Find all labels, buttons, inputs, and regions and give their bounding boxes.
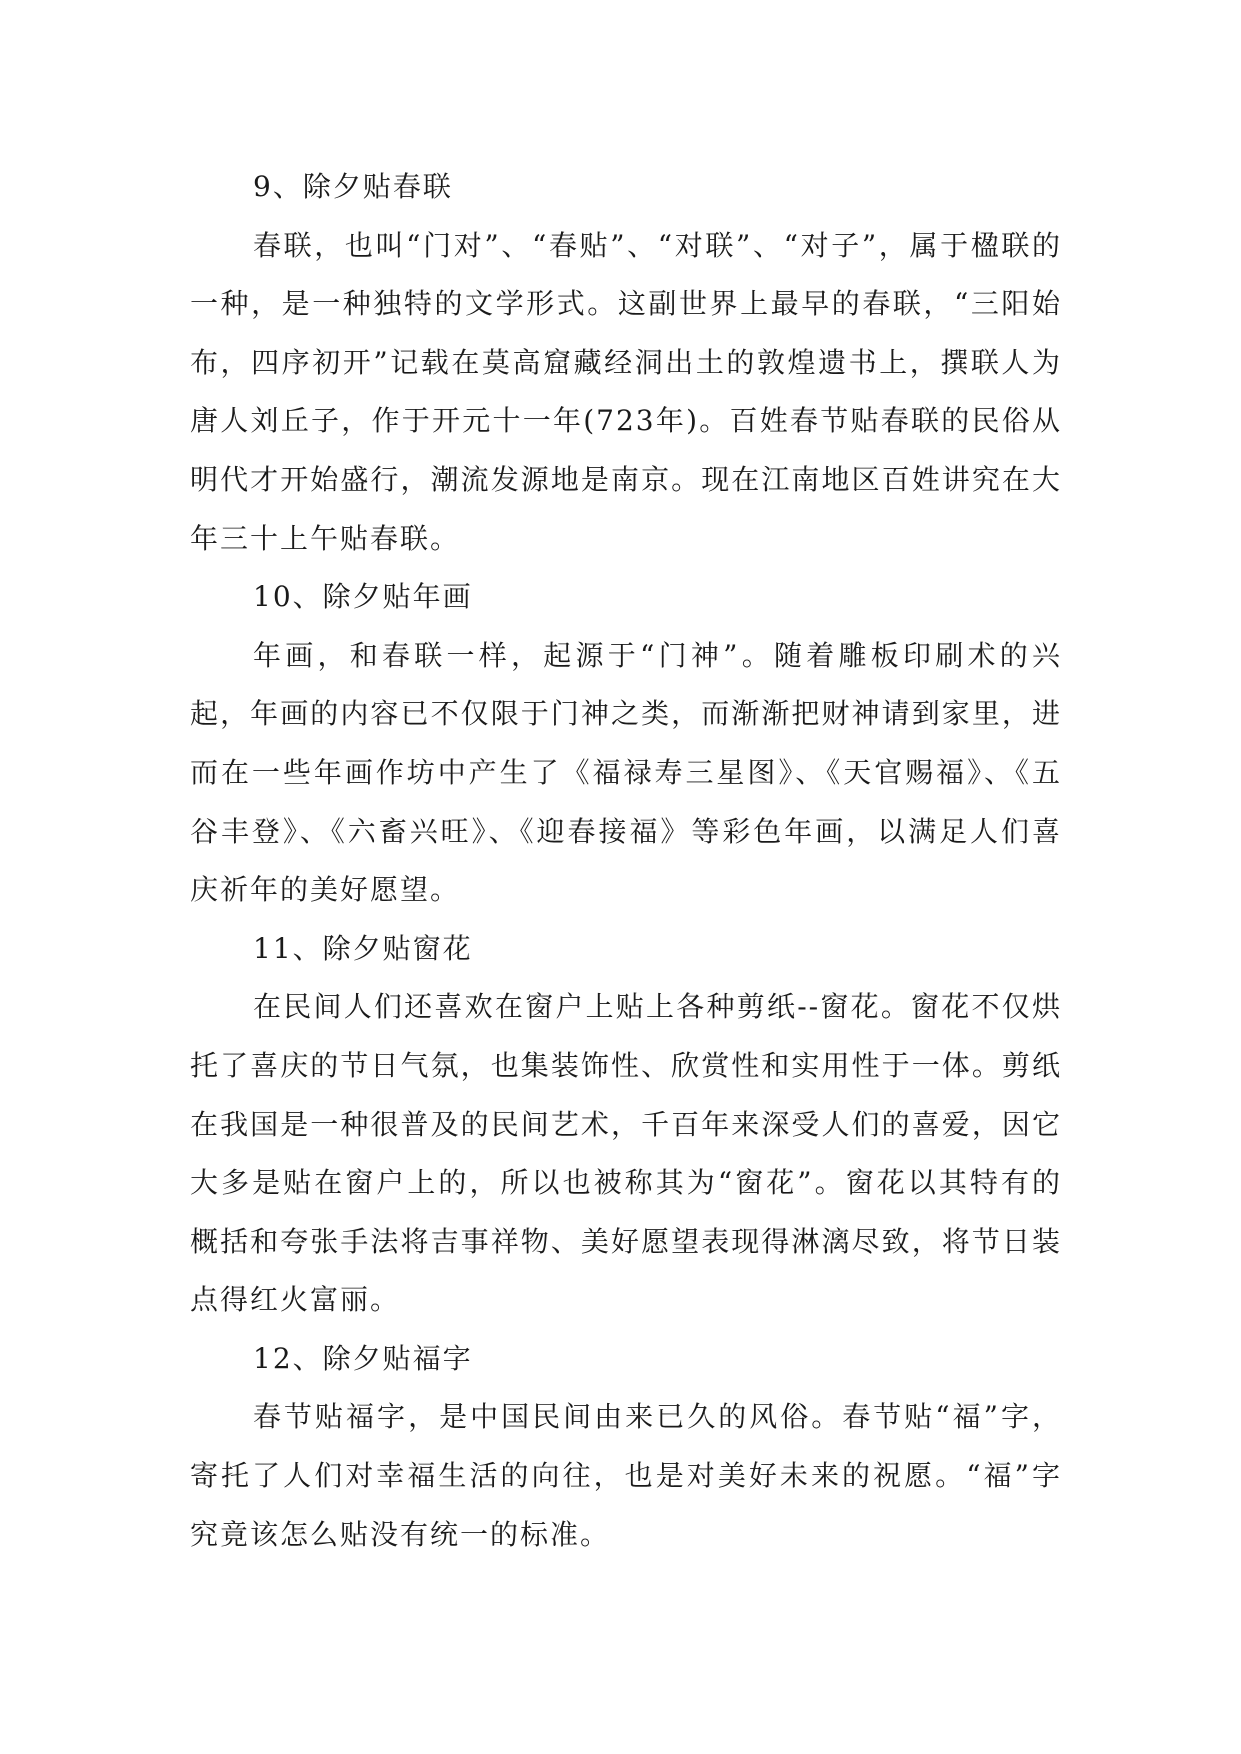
section-heading: 10、除夕贴年画 [253, 580, 473, 614]
section-heading: 12、除夕贴福字 [253, 1341, 473, 1375]
section-paragraph: 年画，和春联一样，起源于“门神”。随着雕板印刷术的兴起，年画的内容已不仅限于门神之类，而渐渐把财神请到家里，进而在一些年画作坊中产生了《福禄寿三星图》、《天官赐福》、《五谷丰登》、《六畜兴旺》、《迎春接福》等彩色年画，以满足人们喜庆祈年的美好愿望。 [190, 638, 1062, 907]
section-paragraph: 在民间人们还喜欢在窗户上贴上各种剪纸--窗花。窗花不仅烘托了喜庆的节日气氛，也集装饰性、欣赏性和实用性于一体。剪纸在我国是一种很普及的民间艺术，千百年来深受人们的喜爱，因它大多是贴在窗户上的，所以也被称其为“窗花”。窗花以其特有的概括和夸张手法将吉事祥物、美好愿望表现得淋漓尽致，将节日装点得红火富丽。 [190, 990, 1062, 1317]
section-paragraph: 春联，也叫“门对”、“春贴”、“对联”、“对子”，属于楹联的一种，是一种独特的文学形式。这副世界上最早的春联，“三阳始布，四序初开”记载在莫高窟藏经洞出土的敦煌遗书上，撰联人为唐人刘丘子，作于开元十一年(723年)。百姓春节贴春联的民俗从明代才开始盛行，潮流发源地是南京。现在江南地区百姓讲究在大年三十上午贴春联。 [190, 228, 1062, 555]
section-heading: 9、除夕贴春联 [253, 170, 453, 203]
document-body [190, 158, 1062, 1564]
section-paragraph: 春节贴福字，是中国民间由来已久的风俗。春节贴“福”字，寄托了人们对幸福生活的向往，也是对美好未来的祝愿。“福”字究竟该怎么贴没有统一的标准。 [190, 1400, 1062, 1551]
section-heading: 11、除夕贴窗花 [253, 931, 473, 965]
